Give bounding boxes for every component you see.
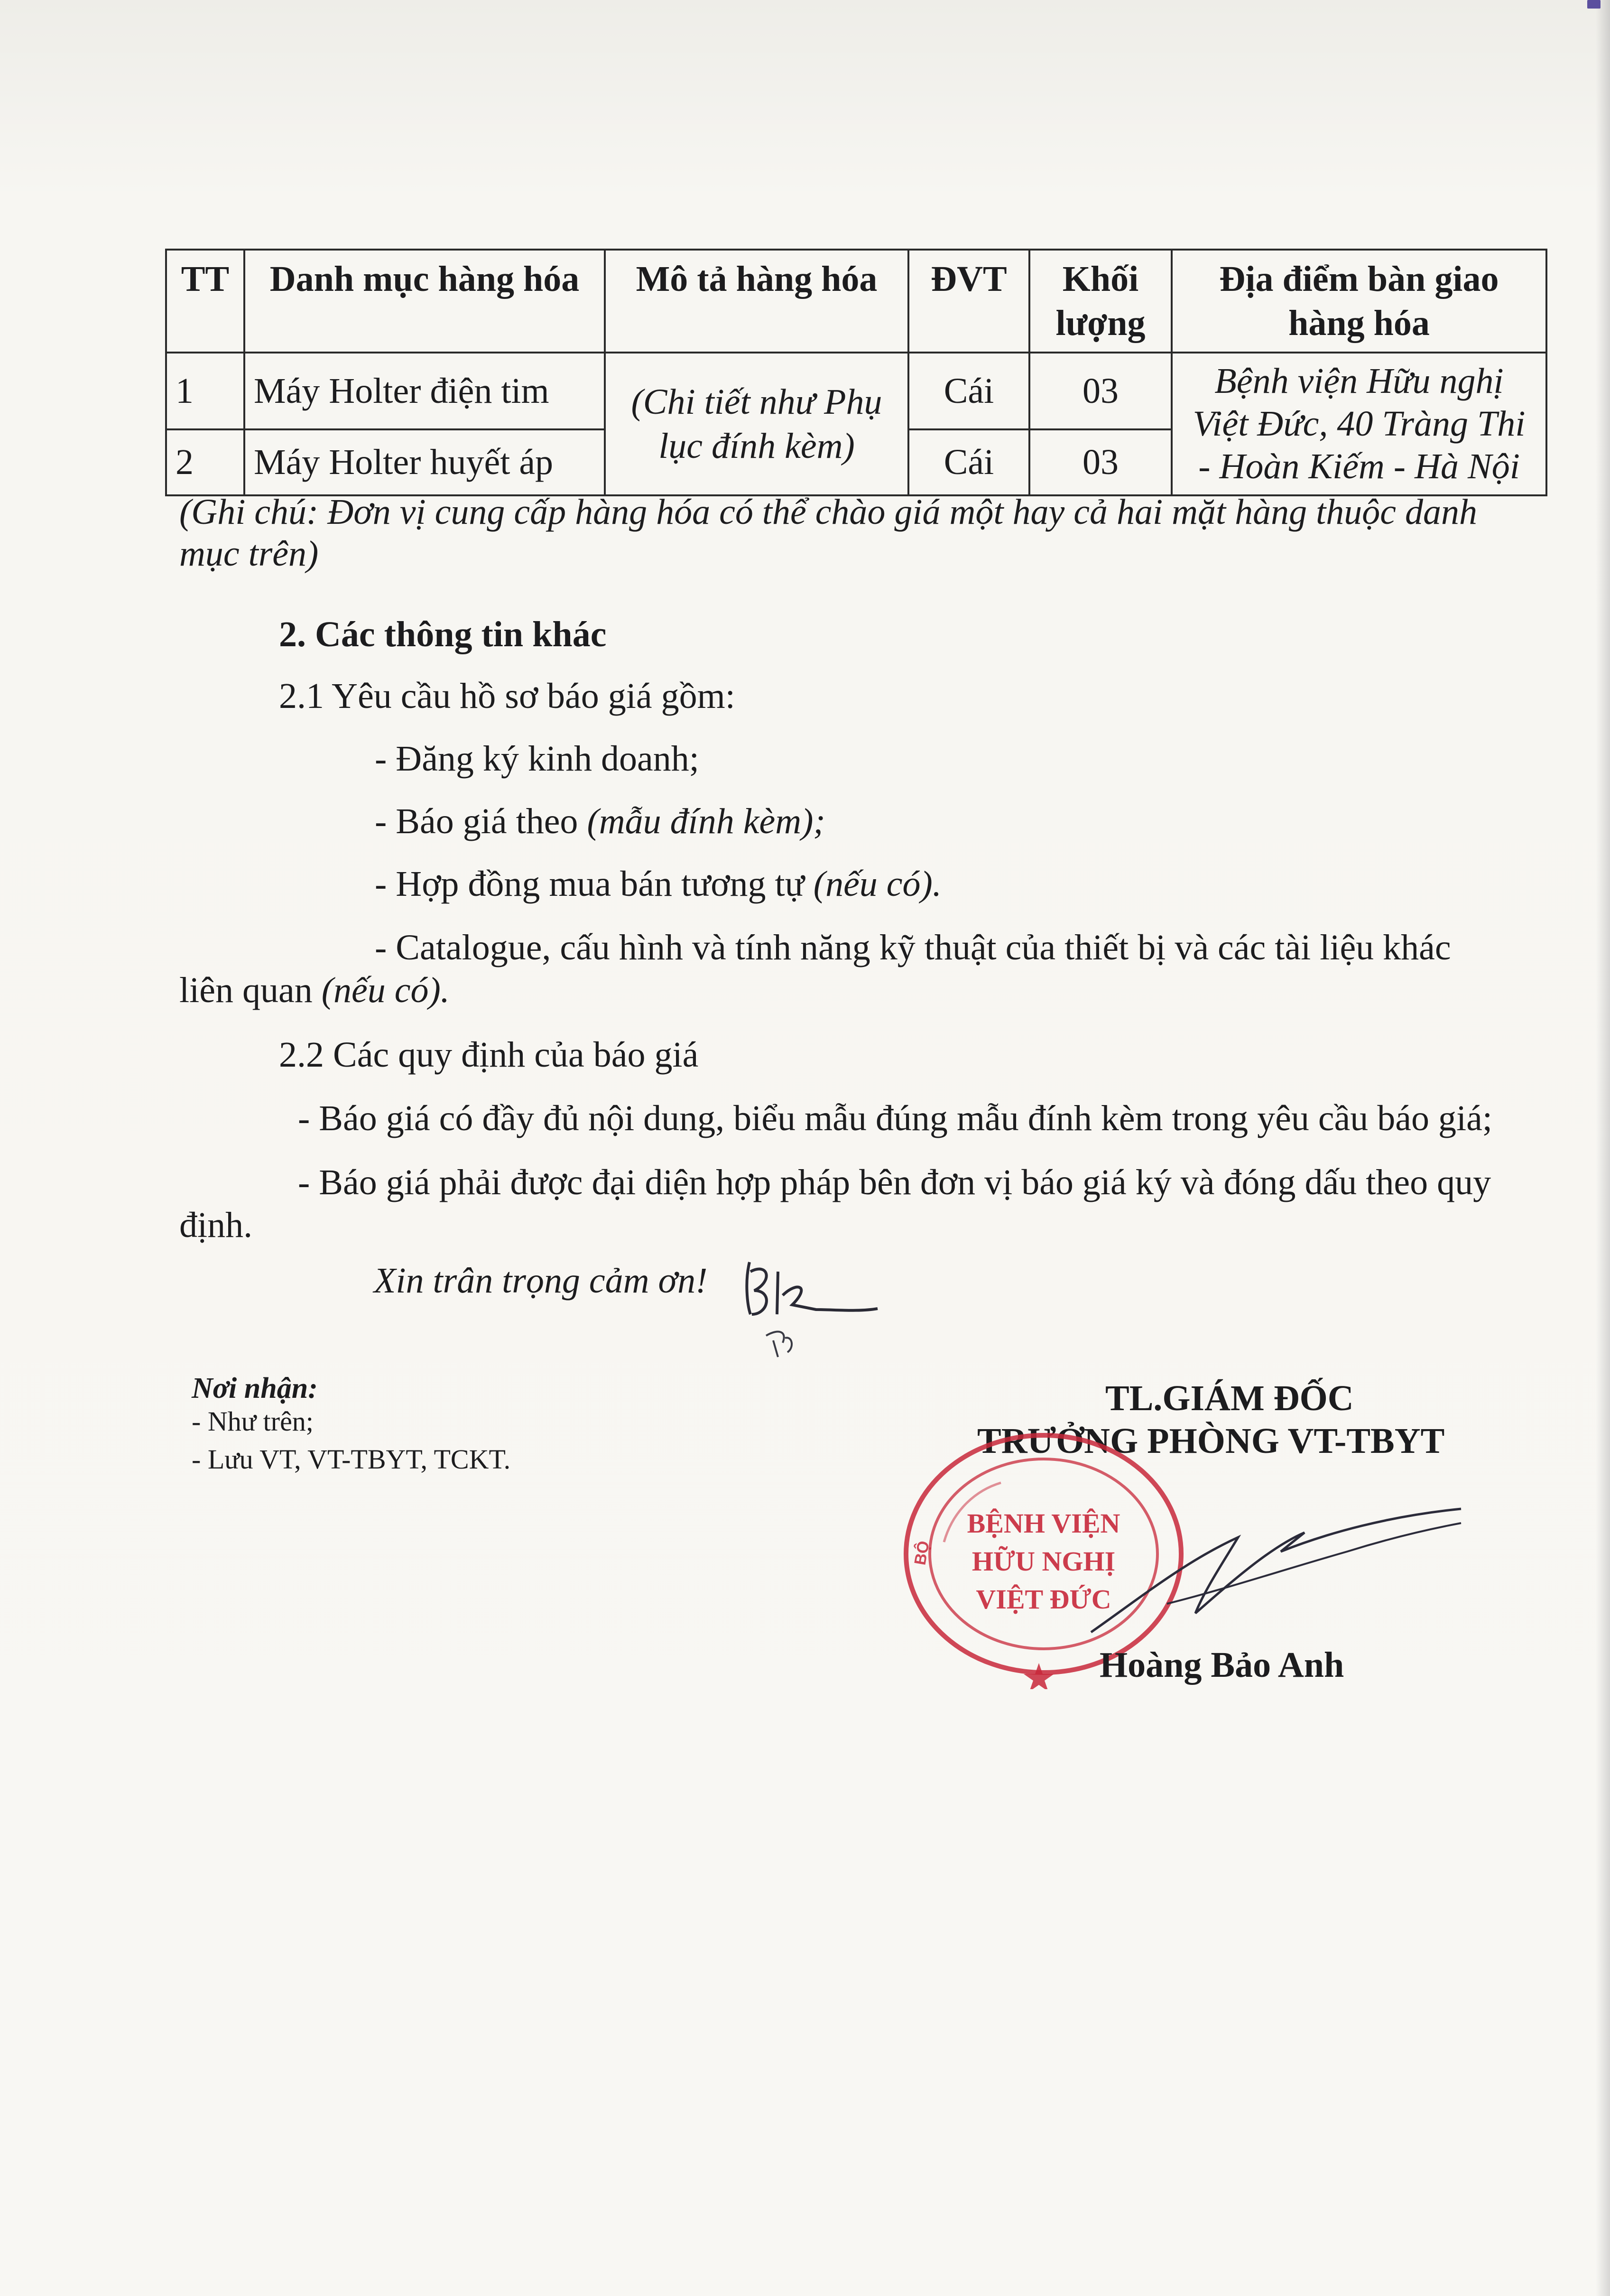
stamp-ring-text: BỘ — [911, 1539, 933, 1567]
row2-qty: 03 — [1029, 429, 1172, 495]
header-qty-line2: lượng — [1055, 303, 1146, 343]
rule-complete-content: - Báo giá có đầy đủ nội dung, biểu mẫu đúng mẫu đính kèm trong yêu cầu báo giá; — [298, 1098, 1492, 1138]
header-qty-line1: Khối — [1062, 259, 1139, 299]
requirement-contract — [375, 862, 942, 907]
note-line2: mục trên) — [179, 534, 319, 574]
req3-text: - Hợp đồng mua bán tương tự — [375, 864, 814, 904]
recipient-line2: - Lưu VT, VT-TBYT, TCKT. — [192, 1444, 511, 1475]
requirement-catalogue-line2 — [179, 968, 450, 1013]
header-location-line2: hàng hóa — [1288, 303, 1430, 343]
table-header-row — [166, 250, 1546, 353]
signer-name: Hoàng Bảo Anh — [1100, 1645, 1344, 1685]
section-2-2-heading: 2.2 Các quy định của báo giá — [279, 1035, 699, 1075]
signature-title-2: TRƯỞNG PHÒNG VT-TBYT — [977, 1421, 1445, 1461]
row1-item: Máy Holter điện tim — [244, 353, 605, 429]
req4-italic: (nếu có). — [321, 970, 450, 1010]
req2-text: - Báo giá theo — [375, 801, 587, 841]
goods-description — [605, 353, 908, 495]
requirement-quotation — [375, 799, 825, 844]
row2-item: Máy Holter huyết áp — [244, 429, 605, 495]
header-desc: Mô tả hàng hóa — [605, 250, 908, 353]
location-line2: Việt Đức, 40 Tràng Thi — [1193, 404, 1526, 444]
header-unit: ĐVT — [908, 250, 1029, 353]
header-item: Danh mục hàng hóa — [244, 250, 605, 353]
requirement-catalogue-line1: - Catalogue, cấu hình và tính năng kỹ thuật của thiết bị và các tài liệu khác — [375, 928, 1451, 967]
stamp-line3: VIỆT ĐỨC — [976, 1584, 1111, 1615]
scan-edge-shadow — [1596, 0, 1610, 2296]
delivery-location — [1172, 353, 1546, 495]
row1-tt: 1 — [166, 353, 244, 429]
req3-italic: (nếu có). — [813, 864, 942, 904]
recipient-line1: - Như trên; — [192, 1406, 314, 1437]
table-row — [166, 353, 1546, 429]
initials-signature — [740, 1243, 882, 1366]
desc-line1: (Chi tiết như Phụ — [631, 382, 882, 422]
header-location — [1172, 250, 1546, 353]
header-location-line1: Địa điểm bàn giao — [1219, 259, 1499, 299]
req2-italic: (mẫu đính kèm); — [587, 801, 825, 841]
header-qty — [1029, 250, 1172, 353]
header-tt: TT — [166, 250, 244, 353]
director-signature — [1082, 1495, 1471, 1651]
desc-line2: lục đính kèm) — [658, 426, 855, 466]
row1-unit: Cái — [908, 353, 1029, 429]
recipients-title: Nơi nhận: — [192, 1372, 318, 1404]
stamp-line2: HỮU NGHỊ — [972, 1546, 1116, 1577]
req4-text: liên quan — [179, 970, 322, 1010]
scan-corner-mark — [1587, 0, 1601, 9]
row1-qty: 03 — [1029, 353, 1172, 429]
goods-table — [165, 249, 1547, 496]
location-line3: - Hoàn Kiếm - Hà Nội — [1198, 446, 1520, 486]
requirement-business-registration: - Đăng ký kinh doanh; — [375, 739, 699, 779]
section-2-title: 2. Các thông tin khác — [279, 614, 607, 654]
location-line1: Bệnh viện Hữu nghị — [1214, 361, 1504, 401]
stamp-line1: BỆNH VIỆN — [967, 1508, 1120, 1539]
rule-signature-line1: - Báo giá phải được đại diện hợp pháp bên đơn vị báo giá ký và đóng dấu theo quy — [298, 1162, 1491, 1202]
row2-unit: Cái — [908, 429, 1029, 495]
rule-signature-line2: định. — [179, 1205, 253, 1245]
row2-tt: 2 — [166, 429, 244, 495]
thanks-text: Xin trân trọng cảm ơn! — [374, 1261, 708, 1301]
section-2-1-heading: 2.1 Yêu cầu hồ sơ báo giá gồm: — [279, 676, 735, 716]
note-line1: (Ghi chú: Đơn vị cung cấp hàng hóa có thể chào giá một hay cả hai mặt hàng thuộc danh — [179, 492, 1477, 532]
signature-title-1: TL.GIÁM ĐỐC — [1105, 1378, 1354, 1418]
